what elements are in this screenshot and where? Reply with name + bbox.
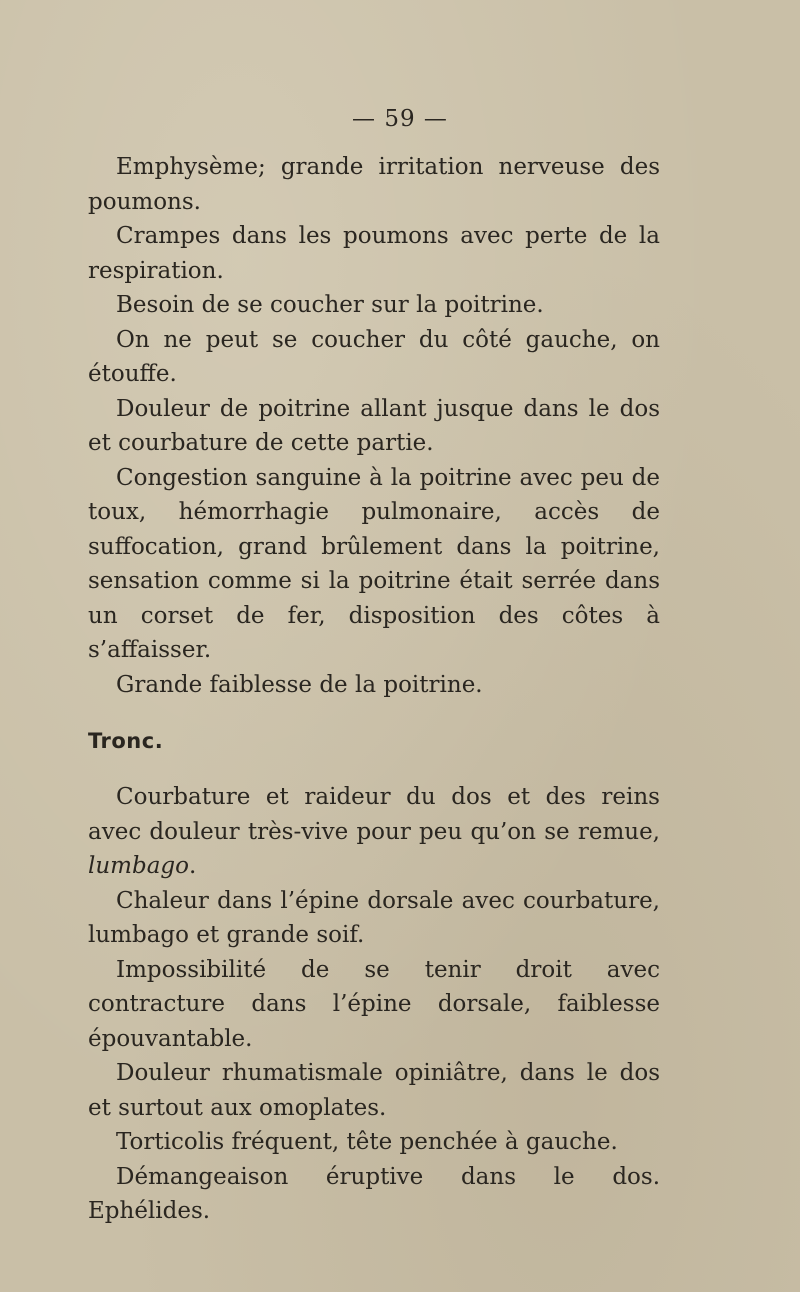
page-number: — 59 — bbox=[352, 106, 448, 132]
paragraph: Grande faiblesse de la poitrine. bbox=[116, 671, 483, 698]
paragraph-end: . bbox=[188, 853, 197, 879]
paragraph: Impossibilité de se tenir droit avec contracture dans l’épine dorsale, faiblesse épouvantable. bbox=[88, 956, 660, 1052]
paragraph: Torticolis fréquent, tête penchée à gauche. bbox=[116, 1129, 618, 1155]
paragraph: Congestion sanguine à la poitrine avec peu de toux, hémorrhagie pulmonaire, accès de suffocation, grand brûlement dans la poitrine, sensation comme si la poitrine était serrée dans un corset de fer, disposition des côtes à s’affaisser. bbox=[88, 464, 660, 663]
paragraph: Chaleur dans l’épine dorsale avec courbature, lumbago et grande soif. bbox=[88, 887, 660, 948]
paragraph: Démangeaison éruptive dans le dos. Ephélides. bbox=[88, 1163, 660, 1224]
page-body bbox=[88, 150, 660, 1229]
italic-term: lumbago bbox=[88, 853, 189, 879]
paragraph: Besoin de se coucher sur la poitrine. bbox=[116, 292, 544, 318]
paragraph bbox=[88, 780, 660, 884]
paragraph: Crampes dans les poumons avec perte de la respiration. bbox=[88, 223, 660, 284]
paragraph: Douleur rhumatismale opiniâtre, dans le dos et surtout aux omoplates. bbox=[88, 1060, 660, 1121]
paragraph: Douleur de poitrine allant jusque dans le dos et courbature de cette partie. bbox=[88, 395, 660, 456]
paragraph: On ne peut se coucher du côté gauche, on étouffe. bbox=[88, 326, 660, 387]
paragraph-text: Courbature et raideur du dos et des reins avec douleur très-vive pour peu qu’on se remue, bbox=[88, 784, 660, 845]
paragraph: Emphysème; grande irritation nerveuse des poumons. bbox=[88, 154, 660, 215]
section-heading: Tronc. bbox=[88, 729, 164, 753]
